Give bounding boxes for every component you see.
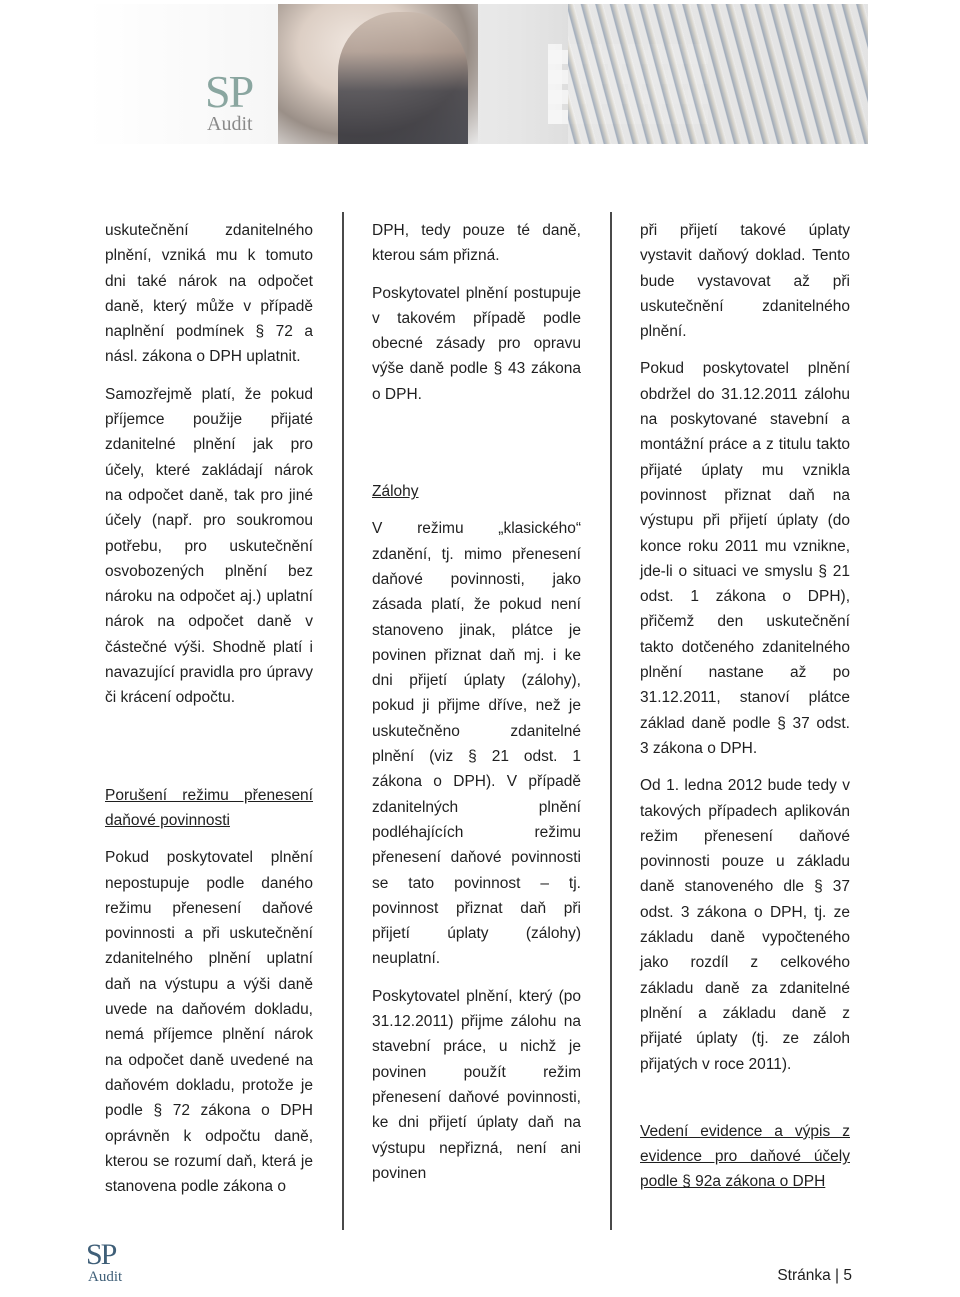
logo-audit-text: Audit bbox=[88, 1269, 123, 1285]
paragraph: Pokud poskytovatel plnění nepostupuje podle daného režimu přenesení daňové povinnosti a při uskutečnění zdanitelného plnění uplatní daň na výstupu a výši daně uvede na daňovém dokladu, nemá příjemce plnění nárok na odpočet daně uvedené na daňovém dokladu, protože je podle § 72 zákona o DPH oprávněn k odpočtu daně, kterou se rozumí daň, která je stanovena podle zákona o bbox=[105, 849, 313, 1196]
paragraph: Poskytovatel plnění postupuje v takovém případě podle obecné zásady pro opravu výše daně podle § 43 zákona o DPH. bbox=[372, 284, 581, 403]
paragraph: uskutečnění zdanitelného plnění, vzniká mu k tomuto dni také nárok na odpočet daně, který může v případě naplnění podmínek § 72 a násl. zákona o DPH uplatnit. bbox=[105, 222, 313, 366]
header-people-image bbox=[338, 12, 468, 144]
section-heading: Zálohy bbox=[372, 483, 419, 501]
paragraph: DPH, tedy pouze té daně, kterou sám přizná. bbox=[372, 222, 581, 265]
paragraph: Pokud poskytovatel plnění obdržel do 31.12.2011 zálohu na poskytované stavební a montážní práce a z titulu takto přijaté úplaty mu vznikla povinnost přiznat daň na výstupu při přijetí úplaty (do konce roku 2011 mu vznikne, jde-li o situaci ve smyslu § 21 odst. 1 zákona o DPH), přičemž den uskutečnění takto dotčeného zdanitelného plnění nastane až po 31.12.2011, stanoví plátce základ daně podle § 37 odst. 3 zákona o DPH. bbox=[640, 360, 850, 757]
text-column-3 bbox=[640, 218, 850, 1207]
column-divider bbox=[342, 212, 344, 1230]
logo-audit-text: Audit bbox=[207, 113, 253, 135]
paragraph: Samozřejmě platí, že pokud příjemce použije přijaté zdanitelné plnění jak pro účely, které zakládají nárok na odpočet daně, tak pro jiné účely (např. pro soukromou potřebu, pro uskutečnění osvobozených plnění bez nároku na odpočet aj.) uplatní nárok na odpočet daně v částečné výši. Shodně platí i navazující pravidla pro úpravy či krácení odpočtu. bbox=[105, 385, 313, 707]
paragraph: Poskytovatel plnění, který (po 31.12.2011) přijme zálohu na stavební práce, u nichž je povinen použít režim přenesení daňové povinnosti, ke dni přijetí úplaty daň na výstupu nepřizná, není ani povinen bbox=[372, 987, 581, 1182]
paragraph: Od 1. ledna 2012 bude tedy v takových případech aplikován režim přenesení daňové povinnosti pouze u základu daně stanoveného dle § 37 odst. 3 zákona o DPH, tj. ze základu daně vypočteného jako rozdíl z celkového základu daně za zdanitelné plnění a základu daně z přijaté úplaty (tj. ze záloh přijatých v roce 2011). bbox=[640, 777, 850, 1073]
text-column-1 bbox=[105, 218, 313, 1211]
page-number: Stránka | 5 bbox=[777, 1267, 852, 1284]
footer-logo bbox=[86, 1240, 136, 1297]
header-folders-image bbox=[568, 4, 868, 144]
logo-sp-text: SP bbox=[205, 66, 253, 117]
logo-sp-text: SP bbox=[86, 1238, 116, 1271]
paragraph: V režimu „klasického“ zdanění, tj. mimo přenesení daňové povinnosti, jako zásada platí, že pokud není stanoveno jinak, plátce je povinen přiznat daň mj. i ke dni přijetí úplaty (zálohy), pokud ji přijme dříve, než je uskutečněno zdanitelné plnění (viz § 21 odst. 1 zákona o DPH). V případě zdanitelných plnění podléhajících režimu přenesení daňové povinnosti se tato povinnost – tj. povinnost přiznat daň při přijetí úplaty (zálohy) neuplatní. bbox=[372, 520, 581, 968]
section-heading: Porušení režimu přenesení daňové povinnosti bbox=[105, 786, 313, 829]
sp-audit-logo bbox=[205, 66, 285, 140]
text-column-2 bbox=[372, 218, 581, 1198]
paragraph: při přijetí takové úplaty vystavit daňový doklad. Tento bude vystavovat až při uskutečnění zdanitelného plnění. bbox=[640, 222, 850, 341]
column-divider bbox=[610, 212, 612, 1230]
section-heading: Vedení evidence a výpis z evidence pro daňové účely podle § 92a zákona o DPH bbox=[640, 1122, 850, 1191]
